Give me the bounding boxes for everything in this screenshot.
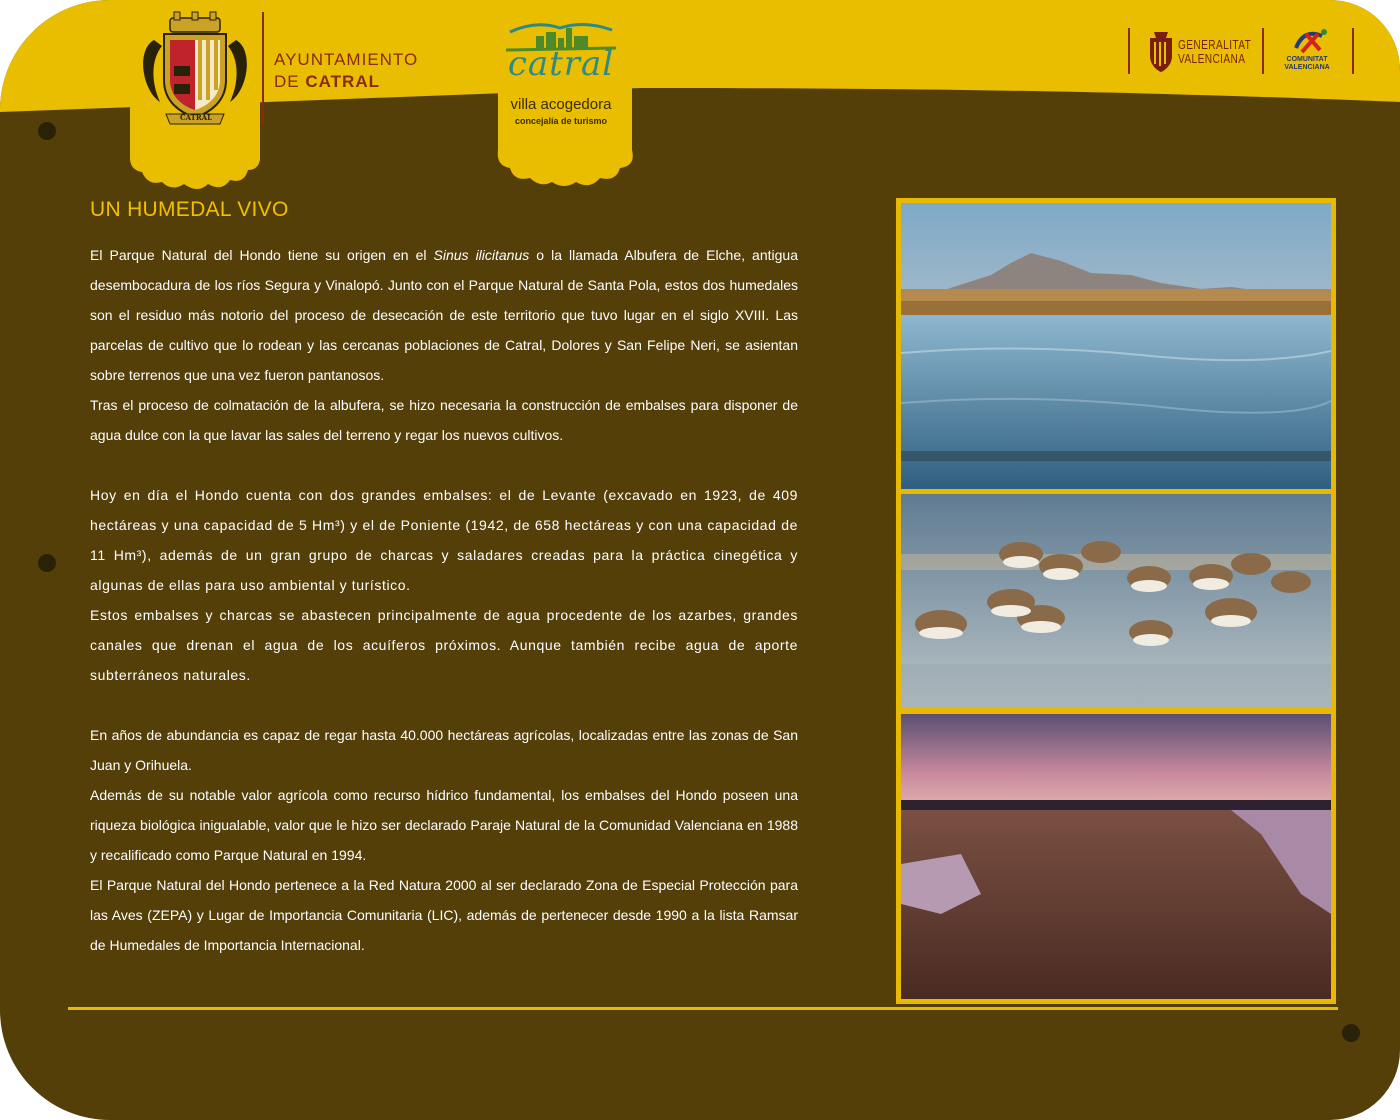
bottom-rule	[68, 1007, 1338, 1010]
section-body	[90, 240, 798, 960]
rivet-mid-left	[38, 554, 56, 572]
photo-sunset-reeds	[901, 714, 1331, 999]
ayuntamiento-title: AYUNTAMIENTO	[274, 50, 419, 69]
paragraph-valor-biologico: Además de su notable valor agrícola como recurso hídrico fundamental, los embalses del Hondo poseen una riqueza biológica inigualable, valor que le hizo ser declarado Paraje Natural de la Comunidad Valenciana en 1988 y recalificado como Parque Natural en 1994.	[90, 787, 798, 863]
catral-coat-of-arms-icon	[140, 10, 250, 128]
comunitat-wordmark: COMUNITAT VALENCIANA	[1284, 56, 1330, 71]
photo-shorebirds	[901, 494, 1331, 708]
catral-logo-wordmark: catral	[507, 44, 615, 84]
rivet-top-left	[38, 122, 56, 140]
paragraph-embalses: Hoy en día el Hondo cuenta con dos grandes embalses: el de Levante (excavado en 1923, de 409 hectáreas y una capacidad de 5 Hm³) y el de Poniente (1942, de 658 hectáreas y con una capacidad de 11 Hm³), además de un gran grupo de charcas y saladares creadas para la práctica cinegética y algunas de ellas para uso ambiental y turístico.	[90, 487, 798, 593]
section-title: UN HUMEDAL VIVO	[90, 198, 289, 221]
paragraph-origin: El Parque Natural del Hondo tiene su origen en el Sinus ilicitanus o la llamada Albufera de Elche, antigua desembocadura de los ríos Segura y Vinalopó. Junto con el Parque Natural de Santa Pola, estos dos humedales son el residuo más notorio del proceso de desecación de este territorio que tuvo lugar en el siglo XVIII. Las parcelas de cultivo que lo rodean y las cercanas poblaciones de Catral, Dolores y San Felipe Neri, se asientan sobre terrenos que una vez fueron pantanosos.	[90, 247, 798, 383]
generalitat-shield-icon	[1148, 30, 1174, 72]
paragraph-red-natura: El Parque Natural del Hondo pertenece a la Red Natura 2000 al ser declarado Zona de Especial Protección para las Aves (ZEPA) y Lugar de Importancia Comunitaria (LIC), además de pertenecer desde 1990 a la lista Ramsar de Humedales de Importancia Internacional.	[90, 877, 798, 953]
paragraph-azarbes: Estos embalses y charcas se abastecen principalmente de agua procedente de los azarbes, grandes canales que drenan el agua de los acuíferos próximos. Aunque también recibe agua de aporte subterráneos naturales.	[90, 607, 798, 683]
tourism-tagline: villa acogedora	[510, 96, 612, 113]
photo-column	[896, 198, 1336, 1004]
paragraph-riego: En años de abundancia es capaz de regar hasta 40.000 hectáreas agrícolas, localizadas entre las zonas de San Juan y Orihuela.	[90, 727, 798, 773]
ayuntamiento-subtitle: DE CATRAL	[274, 72, 380, 91]
header-divider-right-2	[1262, 28, 1264, 74]
crest-ribbon-label: CATRAL	[180, 113, 212, 122]
photo-lagoon-mountain	[901, 203, 1331, 489]
rivet-bottom-right	[1342, 1024, 1360, 1042]
header-divider-left	[262, 12, 264, 126]
paragraph-colmatacion: Tras el proceso de colmatación de la albufera, se hizo necesaria la construcción de embalses para disponer de agua dulce con la que lavar las sales del terreno y regar los nuevos cultivos.	[90, 397, 798, 443]
generalitat-wordmark: GENERALITAT VALENCIANA	[1178, 37, 1252, 66]
header-divider-right-1	[1128, 28, 1130, 74]
header-divider-right-3	[1352, 28, 1354, 74]
tourism-department: concejalía de turismo	[514, 116, 608, 126]
